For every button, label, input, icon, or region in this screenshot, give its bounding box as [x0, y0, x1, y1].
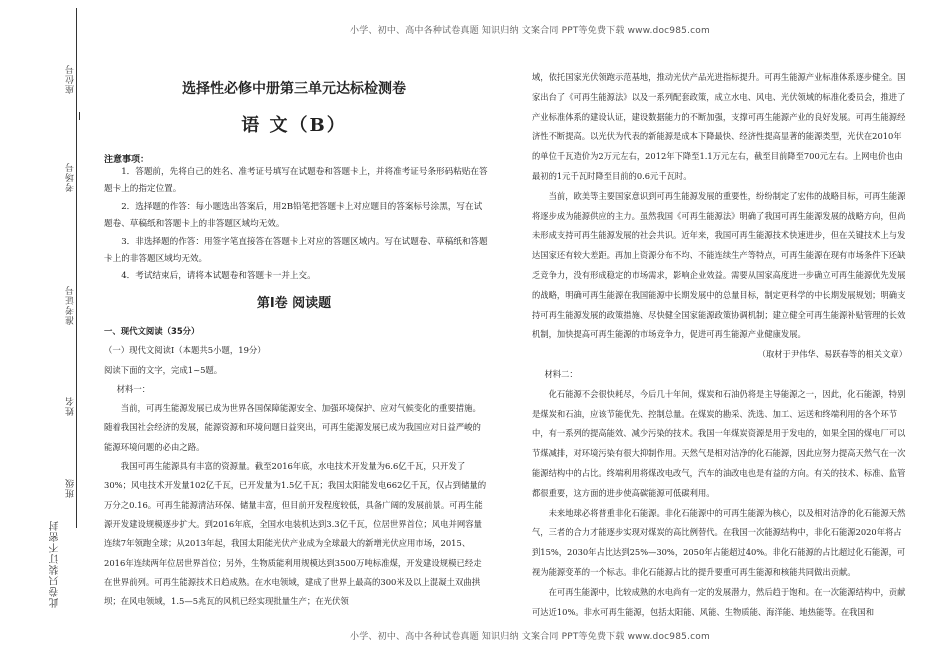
subject-title: 语 文（B）: [241, 115, 347, 136]
material-two-label: 材料二：: [544, 368, 578, 379]
material-one-label: 材料一：: [116, 383, 151, 394]
material-paragraph: 在可再生能源中，比较成熟的水电尚有一定的发展潜力，然后趋于饱和。在一次能源结构中，贡献可达近10%。非水可再生能源，包括太阳能、风能、生物质能、海洋能、地热能等。在我国和: [532, 586, 906, 617]
notice-heading: 注意事项：: [104, 155, 150, 165]
page-footer: 小学、初中、高中各种试卷真题 知识归纳 文案合同 PPT等免费下载 www.doc985.com: [350, 632, 710, 642]
name-label: 姓名: [66, 396, 76, 416]
material-paragraph: 化石能源不会很快耗尽，今后几十年间，煤炭和石油仍将是主导能源之一，因此，化石能源，特别是煤炭和石油，应该节能优先、控制总量。在煤炭的勘采、洗选、加工、运送和终端利用的各个环节中，有一系列的提高能效、减少污染的技术。我国一年煤炭资源是用于发电的，如果全国的煤电厂可以节煤减排，对环境污染有很大抑制作用。天然气是相对洁净的化石能源，因此应努力提高天然气在一次能源结构中的占比。终端利用将煤改电改气，汽车的油改电也是有益的方向。有关的技术、标准、监管都很重要，这方面的进步使高碳能源可低碳利用。: [532, 388, 906, 498]
material-paragraph: 未来地球必将普重非化石能源。非化石能源中的可再生能源为核心，以及相对洁净的化石能源天然气，三者的合力才能逐步实现对煤炭的高比例替代。在我国一次能源结构中，非化石能源2020年将占到15%，2030年占比达到25%—30%，2050年占能超过40%。非化石能源的占比超过化石能源，可视为能源变革的一个标志。非化石能源占比的提升要重可再生能源和核能共同做出贡献。: [532, 507, 906, 577]
material-paragraph: 域，依托国家光伏领跑示范基地，推动光伏产品光进指标提升。可再生能源产业标准体系逐步健全。国家出台了《可再生能源法》以及一系列配套政策，成立水电、风电、光伏领域的标准化委员会，推进了产业标准体系的建设认证，建设数据能力的不断加强，支撑可再生能源产业的良好发展。可再生能源经济性不断提高。以光伏为代表的新能源是成本下降最快、经济性提高显著的能源类型，光伏在2010年的单位千瓦造价为2万元左右，2012年下降至1.1万元左右，截至目前降至700元左右。上网电价也由最初的1元千瓦时降至目前的0.6元千瓦时。: [532, 72, 906, 181]
notice-item: 2．选择题的作答：每小题选出答案后，用2B铅笔把答题卡上对应题目的答案标号涂黑，写在试题卷、草稿纸和答题卡上的非答题区域均无效。: [104, 201, 483, 230]
reading-section: [104, 322, 488, 611]
seal-note: 此卷只装订不密封: [50, 520, 61, 608]
reading-subheading: （一）现代文阅读Ⅰ（本题共5小题，19分）: [104, 345, 266, 356]
material-source: （取材于尹伟华、易跃春等的相关文章）: [757, 349, 907, 360]
material-paragraph: 我国可再生能源具有丰富的资源量。截至2016年底，水电技术开发量为6.6亿千瓦，只开发了30%；风电技术开发量102亿千瓦，已开发量为1.5亿千瓦；我国太阳能发电662亿千瓦，仅占到储量的万分之0.16。可再生能源清洁环保、储量丰富，但目前开发程度较低，具备广阔的发展前景。可再生能源开发建设规模逐步扩大。到2016年底，全国水电装机达到3.3亿千瓦，位居世界首位；风电并网容量连续7年领跑全球；从2013年起，我国太阳能光伏产业成为全球最大的新增光伏应用市场，2015、2016年连续两年位居世界首位；另外，生物质能利用规模达到3500万吨标准煤，开发建设规模已经走在世界前列。可再生能源技术日趋成熟。在水电领域，建成了世界上最高的300米及以上混凝土双曲拱坝；在风电领域，1.5—5兆瓦的风机已经实现批量生产；在光伏领: [104, 461, 487, 607]
notice-item: 4．考试结束后，请将本试题卷和答题卡一并上交。: [121, 271, 316, 282]
material-paragraph: 当前，可再生能源发展已成为世界各国保障能源安全、加强环境保护、应对气候变化的重要措施。随着我国社会经济的发展，能源资源和环境问题日益突出，可再生能源发展已成为我国应对日益严峻的能源环境问题的必由之路。: [104, 403, 481, 452]
page-header: 小学、初中、高中各种试卷真题 知识归纳 文案合同 PPT等免费下载 www.doc985.com: [350, 26, 710, 36]
seat-number-label: 座位号: [66, 64, 76, 94]
binding-strip: [0, 0, 95, 672]
ticket-number-label: 准考证号: [66, 285, 76, 325]
notice-item: 1．答题前，先将自己的姓名、准考证号填写在试题卷和答题卡上，并将准考证号条形码粘贴在答题卡上的指定位置。: [104, 167, 488, 195]
seat-number-field[interactable]: [79, 112, 80, 120]
section-title: 第Ⅰ卷 阅读题: [256, 296, 332, 311]
reading-heading: 一、现代文阅读（35分）: [104, 326, 200, 336]
notice-item: 3．非选择题的作答：用签字笔直接答在答题卡上对应的答题区域内。写在试题卷、草稿纸和答题卡上的非答题区域均无效。: [104, 236, 488, 265]
exam-title: 选择性必修中册第三单元达标检测卷: [182, 81, 406, 97]
material-paragraph: 当前，欧美等主要国家意识到可再生能源发展的重要性，纷纷制定了宏伟的战略目标，可再生能源将逐步成为能源供应的主力。虽然我国《可再生能源法》明确了我国可再生能源发展的战略方向，但尚未形成支持可再生能源发展的社会共识。近年来，我国可再生能源技术快速进步，但在关键技术上与发达国家还有较大差距。再加上资源分布不均、不能连续生产等特点，可再生能源在现有市场条件下还缺乏竞争力，没有形成稳定的市场需求，影响企业效益。需要从国家高度进一步确立可再生能源优先发展的战略，明确可再生能源在我国能源中长期发展中的总量目标，制定更科学的中长期发展规划；明确支持可再生能源发展的政策措施、尽快健全国家能源政策协调机制；建立健全可再生能源补贴管理的长效机制，加快提高可再生能源的市场竞争力，促进可再生能源产业健康发展。: [532, 190, 906, 340]
right-column: [532, 68, 907, 622]
reading-instruction: 阅读下面的文字，完成1~5题。: [104, 364, 223, 375]
exam-room-label: 考场号: [66, 162, 76, 192]
notice-list: [104, 164, 488, 286]
class-label: 班级: [66, 478, 76, 498]
